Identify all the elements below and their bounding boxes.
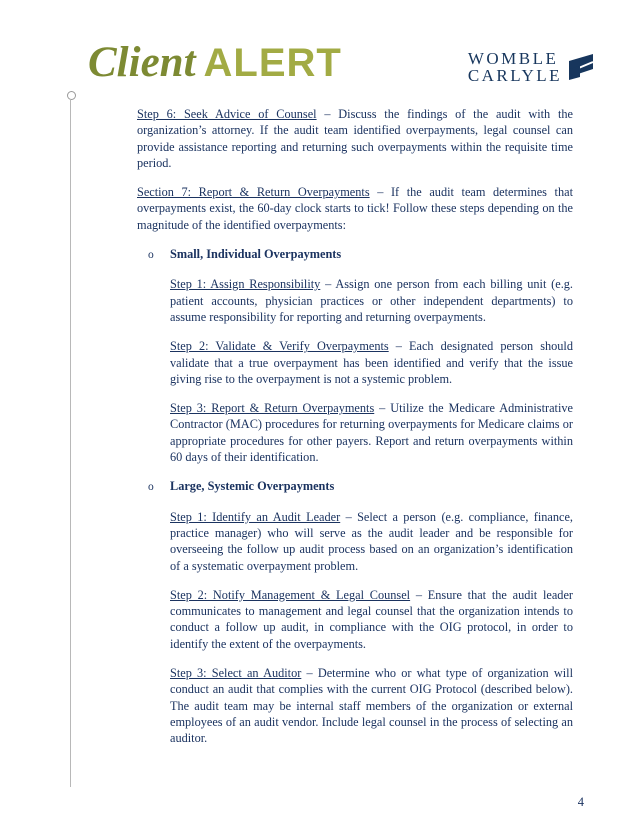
paragraph-text: – Determine who or what type of organization will conduct an audit that complies with the current OIG Protocol (described below). The audit team may be internal staff members of the organization or external employees of an audit vendor. Include legal counsel in the process of selecting an auditor. — [170, 666, 573, 746]
steps-large-overpayments — [170, 509, 573, 747]
bullet-marker: o — [148, 249, 154, 262]
womble-carlyle-logo — [468, 50, 594, 84]
firm-name-line1: WOMBLE — [467, 49, 559, 68]
paragraph-small-step-3 — [170, 400, 573, 465]
paragraph-text: – Each designated person should validate that a true overpayment has been identified and verify that the issue giving rise to the overpayment is not a systemic problem. — [170, 339, 573, 386]
paragraph-lead: Step 6: Seek Advice of Counsel — [137, 107, 317, 121]
bullet-title: Large, Systemic Overpayments — [170, 479, 335, 494]
bullet-marker: o — [148, 481, 154, 494]
paragraph-text: – Discuss the findings of the audit with the organization’s attorney. If the audit team identified overpayments, legal counsel can provide assistance reporting and returning such overpayments within the requisite time period. — [137, 107, 573, 170]
paragraph-text: – If the audit team determines that overpayments exist, the 60-day clock starts to tick! Follow these steps depending on the magnitude of the identified overpayments: — [137, 185, 573, 232]
brand-client-wordmark: Client — [88, 39, 196, 86]
margin-rule-dot — [67, 91, 76, 100]
paragraph-large-step-2 — [170, 587, 573, 652]
flag-icon — [568, 53, 594, 81]
paragraph-lead: Step 2: Notify Management & Legal Counsel — [170, 587, 411, 602]
brand-alert-wordmark: ALERT — [203, 41, 342, 85]
firm-name-line2: CARLYLE — [467, 66, 562, 85]
paragraph-lead: Step 3: Report & Return Overpayments — [170, 401, 375, 416]
firm-wordmark — [468, 50, 562, 84]
bullet-large-systemic-overpayments — [148, 478, 573, 495]
bullet-title: Small, Individual Overpayments — [170, 247, 342, 262]
paragraph-lead: Step 2: Validate & Verify Overpayments — [170, 339, 389, 354]
document-body — [137, 106, 573, 760]
margin-rule-line — [70, 99, 71, 787]
page-number: 4 — [577, 795, 584, 809]
paragraph-section-7 — [137, 184, 573, 233]
paragraph-text: – Select a person (e.g. compliance, finance, practice manager) who will serve as the audit leader and be responsible for overseeing the follow up audit process based on an organization’s identification of a systematic overpayment problem. — [170, 509, 574, 573]
paragraph-large-step-3 — [170, 665, 573, 746]
paragraph-large-step-1 — [170, 509, 573, 574]
paragraph-text: – Assign one person from each billing unit (e.g. patient accounts, physician practices or other independent departments) to assume responsibility for reporting and returning overpayments. — [170, 277, 573, 324]
paragraph-lead: Step 1: Identify an Audit Leader — [170, 509, 341, 524]
paragraph-small-step-1 — [170, 276, 573, 325]
paragraph-lead: Step 3: Select an Auditor — [170, 666, 302, 681]
paragraph-step-6 — [137, 106, 573, 171]
paragraph-small-step-2 — [170, 338, 573, 387]
paragraph-text: – Ensure that the audit leader communicates to management and legal counsel that the organization intends to conduct a follow up audit, in compliance with the OIG protocol, in order to identify the extent of the overpayments. — [170, 587, 573, 651]
steps-small-overpayments — [170, 276, 573, 465]
bullet-small-individual-overpayments — [148, 246, 573, 263]
paragraph-text: – Utilize the Medicare Administrative Contractor (MAC) procedures for returning overpayments for Medicare claims or appropriate procedures for other payers. Report and return overpayments within 60 days of their identification. — [170, 401, 573, 465]
paragraph-lead: Section 7: Report & Return Overpayments — [137, 185, 370, 200]
client-alert-masthead — [88, 38, 342, 87]
paragraph-lead: Step 1: Assign Responsibility — [170, 277, 321, 292]
